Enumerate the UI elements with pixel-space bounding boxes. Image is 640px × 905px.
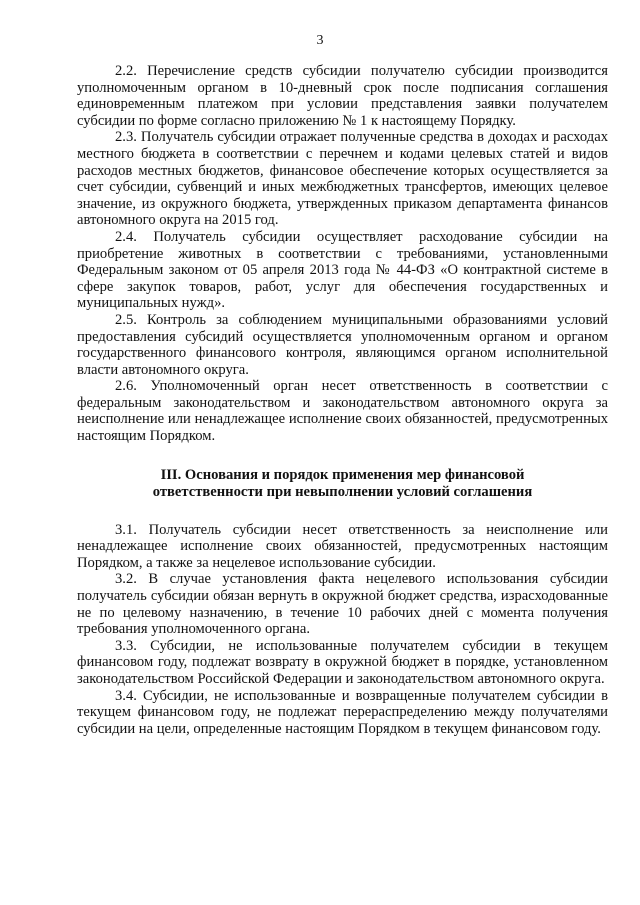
paragraph-3-1: 3.1. Получатель субсидии несет ответственность за неисполнение или ненадлежащее исполнение своих обязанностей, предусмотренных настоящим Порядком, а также за нецелевое использование субсидии.: [77, 521, 608, 571]
paragraph-2-3: 2.3. Получатель субсидии отражает полученные средства в доходах и расходах местного бюджета в соответствии с перечнем и кодами целевых статей и видов расходов местных бюджетов, финансовое обеспечение которых осуществляется за счет субсидии, субвенций и иных межбюджетных трансфертов, имеющих целевое значение, из окружного бюджета, утвержденных приказом департамента финансов автономного округа на 2015 год.: [77, 129, 608, 229]
paragraph-3-3: 3.3. Субсидии, не использованные получателем субсидии в текущем финансовом году, подлежат возврату в окружной бюджет в порядке, установленном законодательством Российской Федерации и законодательством автономного округа.: [77, 637, 608, 687]
section-3-heading: [77, 467, 608, 501]
paragraph-2-2: 2.2. Перечисление средств субсидии получателю субсидии производится уполномоченным органом в 10-дневный срок после подписания соглашения единовременным платежом при условии представления заявки получателем субсидии по форме согласно приложению № 1 к настоящему Порядку.: [77, 63, 608, 129]
section-3-heading-line-2: ответственности при невыполнении условий соглашения: [152, 483, 533, 500]
document-body: [77, 63, 608, 737]
paragraph-3-2: 3.2. В случае установления факта нецелевого использования субсидии получатель субсидии обязан вернуть в окружной бюджет средства, израсходованные не по целевому назначению, в течение 10 рабочих дней с момента получения требования уполномоченного органа.: [77, 571, 608, 638]
paragraph-2-4: 2.4. Получатель субсидии осуществляет расходование субсидии на приобретение животных в соответствии с требованиями, установленными Федеральным законом от 05 апреля 2013 года № 44-ФЗ «О контрактной системе в сфере закупок товаров, работ, услуг для обеспечения государственных и муниципальных нужд».: [77, 228, 608, 312]
paragraph-2-5: 2.5. Контроль за соблюдением муниципальными образованиями условий предоставления субсидий осуществляется уполномоченным органом и органом государственного финансового контроля, являющимся органом исполнительной власти автономного округа.: [77, 311, 608, 378]
page-number: 3: [316, 33, 324, 48]
paragraph-3-4: 3.4. Субсидии, не использованные и возвращенные получателем субсидии в текущем финансовом году, не подлежат перераспределению между получателями субсидии на цели, определенные настоящим Порядком в текущем финансовом году.: [77, 687, 608, 737]
paragraph-2-6: 2.6. Уполномоченный орган несет ответственность в соответствии с федеральным законодательством и законодательством автономного округа за неисполнение или ненадлежащее исполнение своих обязанностей, предусмотренных настоящим Порядком.: [77, 378, 608, 445]
section-3-heading-line-1: III. Основания и порядок применения мер финансовой: [160, 466, 525, 483]
